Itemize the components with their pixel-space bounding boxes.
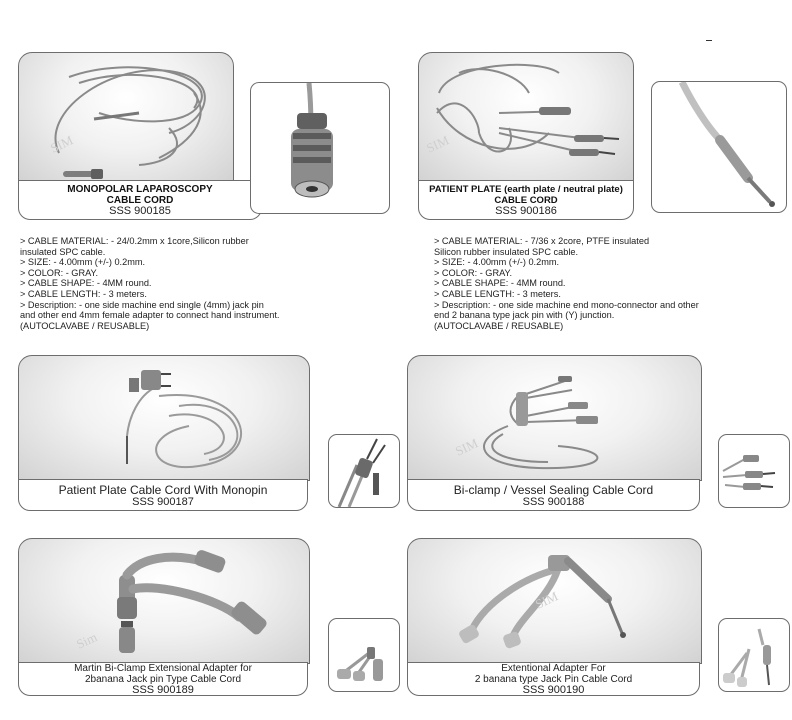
product-thumb-900189 <box>328 618 400 692</box>
bi-clamp-connector-icon <box>719 435 789 507</box>
coiled-cable-icon <box>19 356 309 480</box>
spec-line: and other end 4mm female adapter to connect hand instrument. <box>20 310 280 321</box>
jack-plug-icon <box>652 82 786 212</box>
product-thumb-900185 <box>250 82 390 214</box>
product-code: SSS 900189 <box>132 683 194 696</box>
product-label-900188 <box>407 479 700 511</box>
product-thumb-900188 <box>718 434 790 508</box>
product-title: Martin Bi-Clamp Extensional Adapter for <box>74 662 252 674</box>
spec-line: > CABLE MATERIAL: - 7/36 x 2core, PTFE insulated <box>434 236 650 246</box>
product-code: SSS 900186 <box>495 204 557 217</box>
product-photo-900187 <box>18 355 310 481</box>
product-photo-900188 <box>407 355 702 481</box>
product-label-900185 <box>18 180 262 220</box>
banana-jack-icon <box>329 619 399 691</box>
product-title: Extentional Adapter For <box>501 662 606 674</box>
product-title: PATIENT PLATE (earth plate / neutral plate) <box>429 183 623 195</box>
y-cable-icon <box>419 53 633 181</box>
watermark-text: SIM <box>532 588 561 612</box>
product-title: Patient Plate Cable Cord With Monopin <box>58 482 268 497</box>
spec-line: > CABLE SHAPE: - 4MM round. <box>434 278 566 289</box>
product-specs-900185 <box>20 236 279 331</box>
female-connector-icon <box>251 83 389 213</box>
spec-line: > COLOR: - GRAY. <box>434 267 513 278</box>
product-code: SSS 900190 <box>522 683 585 696</box>
spec-line: > CABLE LENGTH: - 3 meters. <box>434 288 561 299</box>
y-adapter-icon <box>408 539 701 663</box>
watermark-text: SIM <box>423 132 452 156</box>
watermark-text: SIM <box>47 132 76 156</box>
spec-line: > SIZE: - 4.00mm (+/-) 0.2mm. <box>434 257 560 268</box>
spec-line: > CABLE MATERIAL: - 24/0.2mm x 1core,Silicon rubber <box>20 236 249 246</box>
product-specs-900186 <box>434 236 699 331</box>
product-title: 2 banana type Jack Pin Cable Cord <box>474 673 633 685</box>
spec-line: > Description: - one side machine end mono-connector and other <box>434 299 699 310</box>
product-photo-900189 <box>18 538 310 664</box>
spec-line: (AUTOCLAVABE / REUSABLE) <box>20 320 150 331</box>
bi-clamp-cable-icon <box>408 356 701 480</box>
product-label-900189 <box>18 662 308 696</box>
product-thumb-900186 <box>651 81 787 213</box>
spec-line: > SIZE: - 4.00mm (+/-) 0.2mm. <box>20 257 146 268</box>
corner-mark <box>706 40 712 41</box>
product-title: MONOPOLAR LAPAROSCOPY <box>67 183 213 195</box>
product-title: CABLE CORD <box>106 194 174 206</box>
product-title: Bi-clamp / Vessel Sealing Cable Cord <box>453 482 654 497</box>
product-photo-900186 <box>418 52 634 182</box>
spec-line: > CABLE SHAPE: - 4MM round. <box>20 278 152 289</box>
product-photo-900185 <box>18 52 234 182</box>
product-thumb-900190 <box>718 618 790 692</box>
spec-line: (AUTOCLAVABE / REUSABLE) <box>434 320 564 331</box>
monopin-plug-icon <box>329 435 399 507</box>
spec-line: > CABLE LENGTH: - 3 meters. <box>20 288 147 299</box>
watermark-text: Sim <box>73 629 100 652</box>
banana-jack-icon <box>719 619 789 691</box>
product-label-900187 <box>18 479 308 511</box>
spec-line: > COLOR: - GRAY. <box>20 267 99 278</box>
spec-line: insulated SPC cable. <box>20 246 106 257</box>
spec-line: end 2 banana type jack pin with (Y) junction. <box>434 310 615 321</box>
product-title: 2banana Jack pin Type Cable Cord <box>84 673 242 685</box>
product-code: SSS 900187 <box>132 495 194 508</box>
product-code: SSS 900188 <box>522 495 585 508</box>
coiled-cable-icon <box>19 53 233 181</box>
product-label-900190 <box>407 662 700 696</box>
product-thumb-900187 <box>328 434 400 508</box>
product-code: SSS 900185 <box>109 204 171 217</box>
spec-line: > Description: - one side machine end single (4mm) jack pin <box>20 299 264 310</box>
spec-line: Silicon rubber insulated SPC cable. <box>434 246 579 257</box>
product-label-900186 <box>418 180 634 220</box>
watermark-text: SIM <box>452 435 481 459</box>
product-photo-900190 <box>407 538 702 664</box>
product-title: CABLE CORD <box>494 194 558 206</box>
y-adapter-icon <box>19 539 309 663</box>
